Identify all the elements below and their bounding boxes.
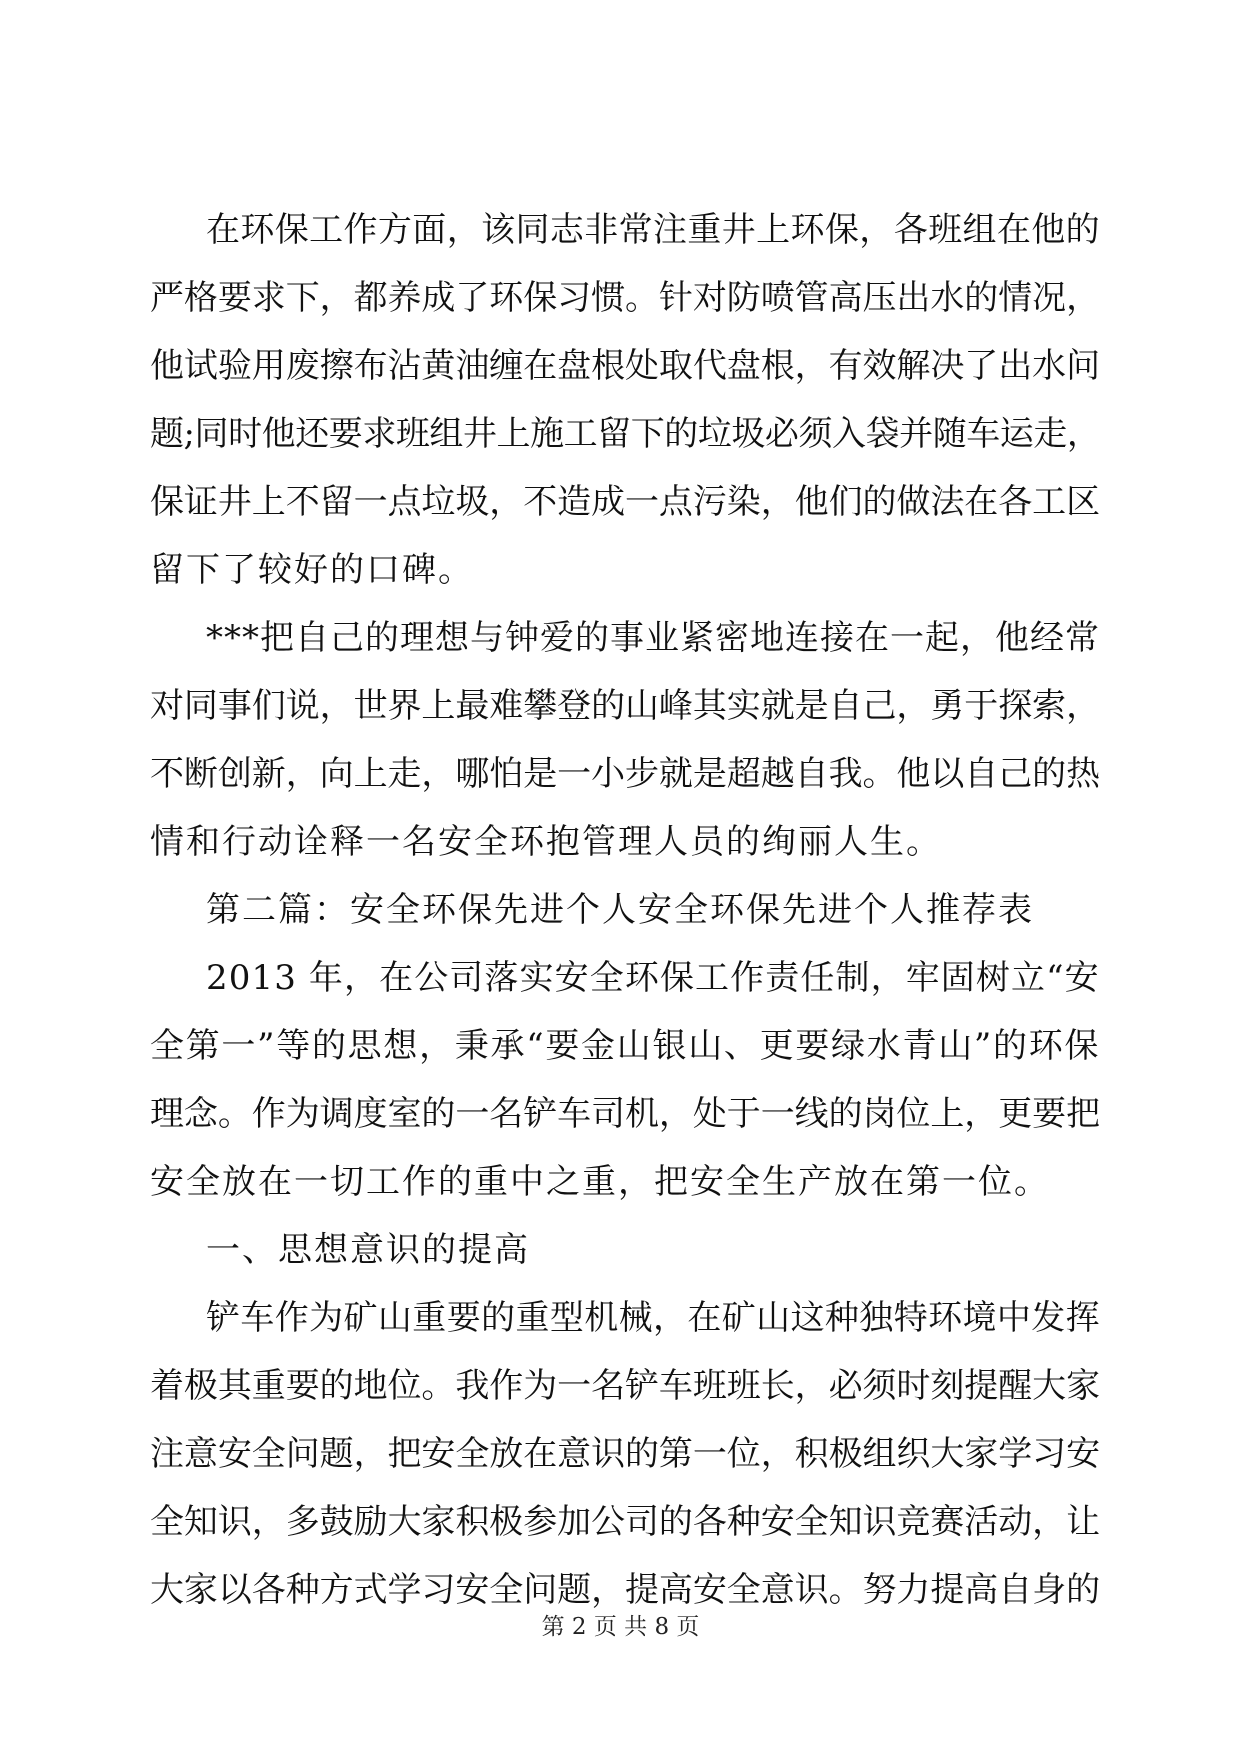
text-line: 着极其重要的地位。我作为一名铲车班班长，必须时刻提醒大家 [150,1366,1100,1406]
text-line: 情和行动诠释一名安全环抱管理人员的绚丽人生。 [150,822,942,862]
page-number-footer: 第 2 页 共 8 页 [541,1614,700,1640]
text-line: 全知识，多鼓励大家积极参加公司的各种安全知识竞赛活动，让 [150,1502,1100,1542]
text-line: 注意安全问题，把安全放在意识的第一位，积极组织大家学习安 [150,1434,1100,1474]
text-line: 留下了较好的口碑。 [150,550,474,590]
text-line: ***把自己的理想与钟爱的事业紧密地连接在一起，他经常 [206,618,1100,658]
text-line: 安全放在一切工作的重中之重，把安全生产放在第一位。 [150,1162,1050,1202]
text-line: 不断创新，向上走，哪怕是一小步就是超越自我。他以自己的热 [150,754,1100,794]
text-line: 理念。作为调度室的一名铲车司机，处于一线的岗位上，更要把 [150,1094,1100,1134]
text-line: 大家以各种方式学习安全问题，提高安全意识。努力提高自身的 [150,1570,1100,1610]
text-line: 保证井上不留一点垃圾，不造成一点污染，他们的做法在各工区 [150,482,1100,522]
subsection-heading: 一、思想意识的提高 [206,1230,530,1270]
text-line: 2013 年，在公司落实安全环保工作责任制，牢固树立“安 [206,958,1100,998]
text-line: 对同事们说，世界上最难攀登的山峰其实就是自己，勇于探索， [150,686,1100,726]
section-heading: 第二篇：安全环保先进个人安全环保先进个人推荐表 [206,890,1034,930]
text-line: 铲车作为矿山重要的重型机械，在矿山这种独特环境中发挥 [206,1298,1100,1338]
text-line: 题;同时他还要求班组井上施工留下的垃圾必须入袋并随车运走， [150,414,1101,454]
text-line: 他试验用废擦布沾黄油缠在盘根处取代盘根，有效解决了出水问 [150,346,1100,386]
text-line: 在环保工作方面，该同志非常注重井上环保，各班组在他的 [206,210,1100,250]
text-line: 全第一”等的思想，秉承“要金山银山、更要绿水青山”的环保 [150,1026,1101,1066]
text-line: 严格要求下，都养成了环保习惯。针对防喷管高压出水的情况， [150,278,1100,318]
